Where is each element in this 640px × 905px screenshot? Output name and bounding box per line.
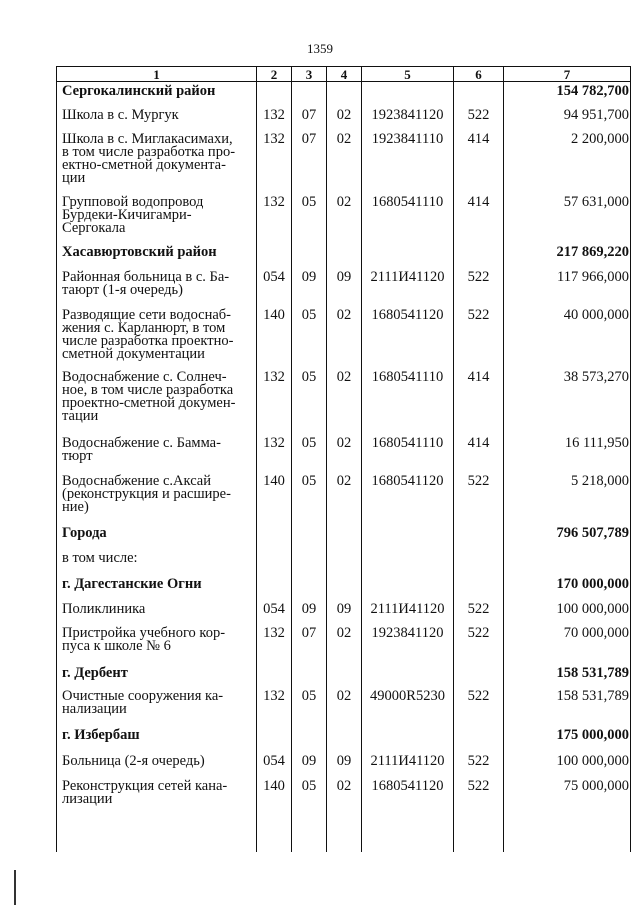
row-amount: 796 507,789 [504, 527, 631, 552]
table-row [57, 109, 631, 133]
row-code-c4 [327, 667, 362, 690]
row-code-c6 [454, 578, 504, 603]
row-code-c3 [292, 82, 327, 109]
row-name-line: ции [62, 169, 86, 186]
row-code-c3: 07 [292, 109, 327, 133]
row-code-c6: 522 [454, 475, 504, 527]
row-code-c4 [327, 82, 362, 109]
row-name [57, 664, 257, 690]
row-code-c2 [257, 578, 292, 603]
row-name-line: Групповой водопровод [62, 193, 204, 210]
row-amount: 5 218,000 [504, 475, 631, 527]
table-row [57, 133, 631, 196]
row-code-c6 [454, 82, 504, 109]
row-name-line: Хасавюртовский район [62, 243, 217, 260]
row-code-c6: 522 [454, 780, 504, 852]
row-name [57, 600, 257, 627]
row-code-c5: 1923841120 [362, 627, 454, 667]
column-header-4: 4 [327, 67, 362, 82]
row-code-c4: 02 [327, 196, 362, 246]
row-code-c6: 522 [454, 109, 504, 133]
row-code-c2 [257, 667, 292, 690]
row-name [57, 82, 257, 109]
row-code-c5: 1680541120 [362, 780, 454, 852]
column-header-1: 1 [57, 67, 257, 82]
row-code-c4: 02 [327, 475, 362, 527]
row-code-c6 [454, 667, 504, 690]
row-code-c3: 05 [292, 690, 327, 729]
row-name-line: жения с. Карланюрт, в том [62, 319, 226, 336]
row-code-c5 [362, 552, 454, 578]
row-code-c3 [292, 667, 327, 690]
row-name [57, 368, 257, 437]
row-name-line: в том числе разработка про- [62, 143, 236, 160]
table-row [57, 627, 631, 667]
row-code-c2 [257, 246, 292, 271]
row-name-line: Реконструкция сетей кана- [62, 777, 228, 794]
row-amount: 100 000,000 [504, 755, 631, 780]
row-code-c5: 1680541110 [362, 437, 454, 475]
row-code-c5: 1923841110 [362, 133, 454, 196]
row-code-c4: 02 [327, 133, 362, 196]
row-code-c3: 09 [292, 603, 327, 627]
row-amount: 38 573,270 [504, 371, 631, 437]
row-name-line: тации [62, 407, 99, 424]
column-header-6: 6 [454, 67, 504, 82]
row-code-c4: 02 [327, 109, 362, 133]
table-row [57, 780, 631, 852]
row-code-c5 [362, 246, 454, 271]
row-amount: 75 000,000 [504, 780, 631, 852]
row-code-c5: 49000R5230 [362, 690, 454, 729]
table-row [57, 82, 631, 109]
row-name-line: Больница (2-я очередь) [62, 752, 205, 769]
table-row [57, 603, 631, 627]
row-name-line: Водоснабжение с. Солнеч- [62, 368, 227, 385]
row-name [57, 472, 257, 527]
row-code-c2: 140 [257, 309, 292, 371]
row-code-c2: 054 [257, 603, 292, 627]
row-name-line: числе разработка проектно- [62, 332, 234, 349]
page-edge-mark [14, 870, 16, 905]
row-name-line: Сергокалинский район [62, 83, 216, 99]
row-name-line: Водоснабжение с. Бамма- [62, 434, 221, 451]
row-name-line: Районная больница в с. Ба- [62, 268, 230, 285]
row-code-c5: 2111И41120 [362, 271, 454, 309]
row-name [57, 777, 257, 852]
row-code-c4: 09 [327, 603, 362, 627]
row-code-c4: 02 [327, 690, 362, 729]
table-row [57, 552, 631, 578]
row-code-c5 [362, 578, 454, 603]
row-name-line: тюрт [62, 447, 93, 464]
row-name [57, 575, 257, 603]
row-name [57, 306, 257, 371]
row-name-line: Разводящие сети водоснаб- [62, 306, 232, 323]
row-code-c4 [327, 729, 362, 755]
row-amount: 117 966,000 [504, 271, 631, 309]
row-code-c5 [362, 527, 454, 552]
row-code-c6 [454, 552, 504, 578]
row-code-c2: 140 [257, 780, 292, 852]
row-code-c6 [454, 246, 504, 271]
row-name [57, 752, 257, 780]
row-code-c2 [257, 729, 292, 755]
row-name-line: (реконструкция и расшире- [62, 485, 231, 502]
row-code-c4 [327, 578, 362, 603]
row-code-c2: 132 [257, 196, 292, 246]
row-code-c4: 09 [327, 271, 362, 309]
table-row [57, 246, 631, 271]
table-row [57, 475, 631, 527]
row-code-c6 [454, 527, 504, 552]
row-code-c2: 140 [257, 475, 292, 527]
table-body [57, 82, 631, 852]
row-name-line: проектно-сметной докумен- [62, 394, 236, 411]
row-code-c5: 2111И41120 [362, 755, 454, 780]
table-row [57, 196, 631, 246]
row-amount: 158 531,789 [504, 667, 631, 690]
row-code-c3: 05 [292, 371, 327, 437]
row-code-c4: 09 [327, 755, 362, 780]
row-code-c4: 02 [327, 437, 362, 475]
row-name-line: пуса к школе № 6 [62, 637, 171, 654]
row-code-c3 [292, 578, 327, 603]
budget-table [56, 66, 631, 852]
row-code-c2: 054 [257, 755, 292, 780]
row-amount: 70 000,000 [504, 627, 631, 667]
row-amount: 94 951,700 [504, 109, 631, 133]
row-code-c3: 07 [292, 627, 327, 667]
row-code-c2 [257, 552, 292, 578]
row-code-c6: 522 [454, 271, 504, 309]
row-code-c4: 02 [327, 309, 362, 371]
row-code-c6: 522 [454, 603, 504, 627]
column-header-2: 2 [257, 67, 292, 82]
row-amount: 57 631,000 [504, 196, 631, 246]
row-name-line: таюрт (1-я очередь) [62, 281, 183, 298]
row-name-line: г. Дербент [62, 664, 128, 681]
row-name-line: г. Дагестанские Огни [62, 575, 202, 592]
table-row [57, 729, 631, 755]
row-code-c3: 05 [292, 475, 327, 527]
row-code-c4 [327, 246, 362, 271]
row-name-line: Поликлиника [62, 600, 146, 617]
row-code-c6: 522 [454, 690, 504, 729]
row-code-c4: 02 [327, 780, 362, 852]
row-name [57, 106, 257, 133]
row-name-line: Школа в с. Миглакасимахи, [62, 130, 233, 147]
row-name [57, 434, 257, 475]
budget-table-container [56, 66, 630, 848]
row-name [57, 726, 257, 755]
row-code-c6: 522 [454, 627, 504, 667]
row-amount: 100 000,000 [504, 603, 631, 627]
row-name-line: в том числе: [62, 549, 138, 566]
row-code-c3 [292, 552, 327, 578]
row-name [57, 524, 257, 552]
row-code-c5: 1923841120 [362, 109, 454, 133]
row-name [57, 268, 257, 309]
row-code-c4: 02 [327, 371, 362, 437]
row-name-line: Бурдеки-Кичигамри- [62, 206, 192, 223]
row-name-line: ектно-сметной документа- [62, 156, 226, 173]
row-name-line: Водоснабжение с.Аксай [62, 472, 212, 489]
row-code-c5: 1680541110 [362, 196, 454, 246]
row-name [57, 193, 257, 246]
row-amount: 16 111,950 [504, 437, 631, 475]
row-name-line: Очистные сооружения ка- [62, 687, 224, 704]
row-code-c6: 522 [454, 755, 504, 780]
row-code-c2: 054 [257, 271, 292, 309]
row-code-c5: 2111И41120 [362, 603, 454, 627]
row-amount: 40 000,000 [504, 309, 631, 371]
table-row [57, 437, 631, 475]
row-code-c4 [327, 552, 362, 578]
row-name [57, 130, 257, 196]
row-code-c6: 414 [454, 371, 504, 437]
row-code-c2: 132 [257, 690, 292, 729]
row-amount: 2 200,000 [504, 133, 631, 196]
column-header-5: 5 [362, 67, 454, 82]
row-code-c6: 414 [454, 133, 504, 196]
row-code-c2: 132 [257, 371, 292, 437]
row-amount: 154 782,700 [504, 82, 631, 109]
table-row [57, 527, 631, 552]
column-header-7: 7 [504, 67, 631, 82]
row-code-c2 [257, 527, 292, 552]
row-name-line: г. Избербаш [62, 726, 140, 743]
row-name-line: Города [62, 524, 107, 541]
table-row [57, 690, 631, 729]
table-row [57, 578, 631, 603]
row-name-line: нализации [62, 700, 127, 717]
table-row [57, 755, 631, 780]
table-row [57, 667, 631, 690]
row-code-c5: 1680541120 [362, 475, 454, 527]
row-name [57, 687, 257, 729]
row-name-line: сметной документации [62, 345, 205, 362]
row-code-c3: 09 [292, 755, 327, 780]
row-code-c5: 1680541110 [362, 371, 454, 437]
page-number: 1359 [307, 41, 333, 56]
row-code-c3: 05 [292, 309, 327, 371]
row-code-c2: 132 [257, 627, 292, 667]
row-code-c4: 02 [327, 627, 362, 667]
row-code-c6: 414 [454, 437, 504, 475]
table-row [57, 371, 631, 437]
row-name-line: Пристройка учебного кор- [62, 624, 226, 641]
column-header-3: 3 [292, 67, 327, 82]
row-code-c2: 132 [257, 109, 292, 133]
row-amount: 158 531,789 [504, 690, 631, 729]
row-amount [504, 552, 631, 578]
row-amount: 175 000,000 [504, 729, 631, 755]
row-name [57, 243, 257, 271]
row-code-c2: 132 [257, 437, 292, 475]
row-code-c5 [362, 667, 454, 690]
row-name-line: ние) [62, 498, 89, 515]
row-name-line: лизации [62, 790, 113, 807]
row-code-c3 [292, 527, 327, 552]
row-code-c3: 05 [292, 196, 327, 246]
row-code-c3 [292, 246, 327, 271]
row-name-line: Сергокала [62, 219, 126, 236]
column-header-row [57, 67, 631, 82]
row-code-c4 [327, 527, 362, 552]
row-code-c2 [257, 82, 292, 109]
row-code-c6 [454, 729, 504, 755]
table-row [57, 271, 631, 309]
row-code-c3: 07 [292, 133, 327, 196]
row-code-c3 [292, 729, 327, 755]
row-name-line: Школа в с. Мургук [62, 106, 179, 123]
row-code-c5 [362, 82, 454, 109]
row-code-c3: 05 [292, 780, 327, 852]
row-code-c2: 132 [257, 133, 292, 196]
row-amount: 217 869,220 [504, 246, 631, 271]
row-code-c6: 522 [454, 309, 504, 371]
row-code-c5: 1680541120 [362, 309, 454, 371]
row-name [57, 549, 257, 578]
row-amount: 170 000,000 [504, 578, 631, 603]
row-name-line: ное, в том числе разработка [62, 381, 234, 398]
row-name [57, 624, 257, 667]
row-code-c6: 414 [454, 196, 504, 246]
table-row [57, 309, 631, 371]
row-code-c3: 05 [292, 437, 327, 475]
row-code-c3: 09 [292, 271, 327, 309]
row-code-c5 [362, 729, 454, 755]
